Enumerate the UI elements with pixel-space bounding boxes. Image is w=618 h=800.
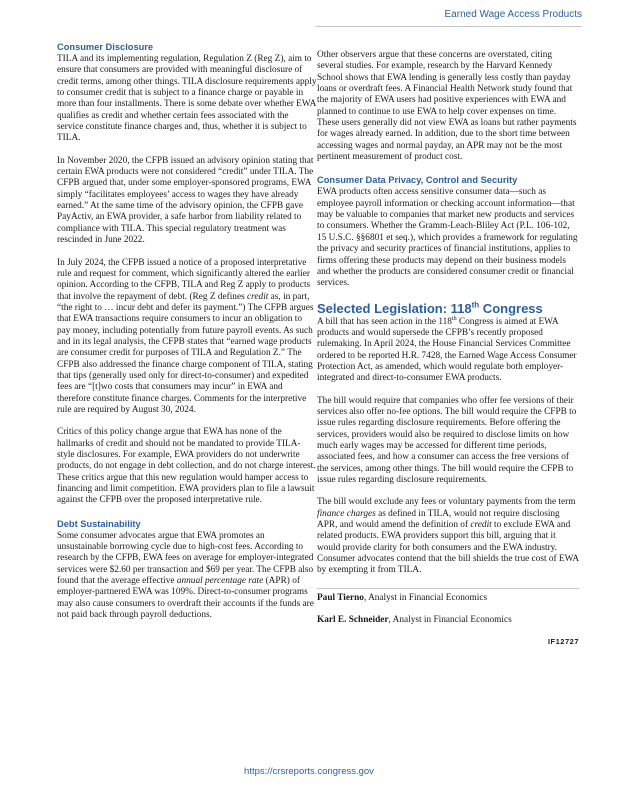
paragraph: Critics of this policy change argue that EWA has none of the hallmarks of credit and should not be mandated to provide TILA-style disclosures. For example, EWA providers do not underwrite products, do not engage in debt collection, and do not charge interest. These critics argue that this new regulation would hamper access to financing and limit competition. EWA providers plan to file a lawsuit against the CFPB over the proposed interpretative rule. (57, 427, 316, 506)
paragraph (57, 531, 317, 622)
text-run: Congress is aimed at EWA products and would supersede the CFPB’s recently proposed rulemaking. In April 2024, the House Financial Services Committee ordered to be reported H.R. 7428, the Earned Wage Access Consumer Protection Act, as amended, which would regulate both employer-integrated and direct-to-consumer EWA products. (317, 316, 577, 384)
heading-superscript: th (471, 300, 480, 310)
italic-term: finance charges (317, 508, 376, 519)
author-line (317, 615, 579, 626)
footer-url-link[interactable]: https://crsreports.congress.gov (244, 766, 374, 777)
text-run: Some consumer advocates argue that EWA promotes an unsustainable borrowing cycle due to high-cost fees. According to research by the CFPB, EWA fees on average for employer-integrated services were $2.60 per transaction and $69 per year. The CFPB also found that the average effective (57, 530, 314, 587)
author-line (317, 593, 579, 604)
section-heading-data-privacy: Consumer Data Privacy, Control and Security (317, 175, 518, 186)
text-run: A bill that has seen action in the 118 (317, 316, 452, 327)
text-run: (APR) of employer-partnered EWA was 109%. Direct-to-consumer programs may also cause consumers to overdraft their accounts if the funds are not paid back through payroll deductions. (57, 576, 314, 621)
right-column (317, 50, 579, 646)
paragraph: The bill would require that companies who offer fee versions of their services also offer no-fee options. The bill would require the CFPB to issue rules regarding disclosure requirements. Before offering the services, providers would also be required to disclose limits on how much early wages may be accessed for different time periods, associated fees, and how a consumer can access the free versions of the services, among other things. The bill would require the CFPB to issue rules regarding disclosure requirements. (317, 395, 577, 485)
paragraph: In November 2020, the CFPB issued an advisory opinion stating that certain EWA products were not considered “credit” under TILA. The CFPB argued that, under some employer-sponsored programs, EWA simply “facilitates employees’ access to wages they have already earned.” At the same time of the advisory opinion, the CFPB gave PayActiv, an EWA provider, a safe harbor from liability related to compliance with TILA. This special regulatory treatment was rescinded in June 2022. (57, 155, 314, 246)
header-rule (315, 26, 582, 27)
text-run: In July 2024, the CFPB issued a notice of a proposed interpretative rule and request for comment, which significantly altered the earlier opinion. According to the CFPB, TILA and Reg Z apply to products that involve the repayment of debt. (Reg Z defines (57, 257, 311, 302)
left-column (57, 41, 317, 632)
section-heading-debt-sustainability: Debt Sustainability (57, 518, 141, 529)
paragraph (317, 317, 579, 385)
italic-term: credit (247, 291, 269, 302)
italic-term: annual percentage rate (176, 576, 264, 587)
text-run: to exclude EWA and related products. EWA providers support this bill, arguing that it would provide clarity for both consumers and the EWA industry. Consumer advocates contend that the bill shields the true cost of EWA by exempting it from TILA. (317, 520, 579, 576)
paragraph (57, 258, 317, 417)
paragraph: Other observers argue that these concerns are overstated, citing several studies. For example, research by the Harvard Kennedy School shows that EWA lending is generally less costly than payday loans or overdraft fees. A Financial Health Network study found that the majority of EWA users had positive experiences with EWA and planned to continue to use EWA to help cover expenses on time. These users generally did not view EWA as loans but rather payments for wages already earned. In addition, due to the short time between accessing wages and normal payday, an APR may not be the most pertinent measurement of product cost. (317, 50, 577, 163)
report-id: IF12727 (547, 637, 579, 647)
paragraph: EWA products often access sensitive consumer data—such as employee payroll information or checking account information—that may be valuable to companies that market new products and services to consumers. Whether the Gramm-Leach-Bliley Act (P.L. 106-102, 15 U.S.C. §§6801 et seq.), which provides a framework for regulating the privacy and security practices of financial institutions, applies to firms offering these products may depend on their business models and whether the products are considered consumer credit or financial services. (317, 187, 578, 289)
text-run: The bill would exclude any fees or voluntary payments from the term (317, 497, 576, 508)
superscript: th (451, 315, 457, 322)
heading-text: Selected Legislation: 118 (317, 300, 472, 316)
author-role: , Analyst in Financial Economics (388, 615, 512, 626)
heading-text: Congress (479, 300, 543, 316)
paragraph: TILA and its implementing regulation, Regulation Z (Reg Z), aim to ensure that consumers are provided with meaningful disclosure of credit terms, among other things. TILA disclosure requirements apply to consumer credit that is subject to a finance charge or payable in more than four installments. There is some debate over whether EWA qualifies as credit and whether certain fees associated with the service constitute finance charges and, thus, whether it is subject to TILA. (57, 54, 317, 144)
running-title: Earned Wage Access Products (444, 9, 582, 20)
section-heading-selected-legislation (317, 301, 579, 316)
author-name: Karl E. Schneider (317, 615, 389, 626)
paragraph (317, 497, 579, 576)
text-run: as, in part, “the right to … incur debt and defer its payment.”) The CFPB argues that EWA transactions require consumers to incur an obligation to pay money, including potentially from future payroll events. As such and in its legal analysis, the CFPB states that “earned wage products are consumer credit for purposes of TILA and Regulation Z.” The CFPB also addressed the finance charge component of TILA, stating that tips (generally used only for direct-to-consumer) and expedited fees are “[t]wo costs that consumers may incur” in EWA and therefore constitute finance charges. Comments for the interpretive rule are required by August 30, 2024. (57, 291, 314, 415)
author-rule (317, 588, 579, 589)
italic-term: credit (470, 520, 492, 531)
section-heading-consumer-disclosure: Consumer Disclosure (57, 42, 154, 52)
author-role: , Analyst in Financial Economics (363, 592, 488, 603)
author-name: Paul Tierno (317, 592, 364, 603)
text-run: as defined in TILA, would not require disclosing APR, and would amend the definition of (317, 508, 560, 531)
